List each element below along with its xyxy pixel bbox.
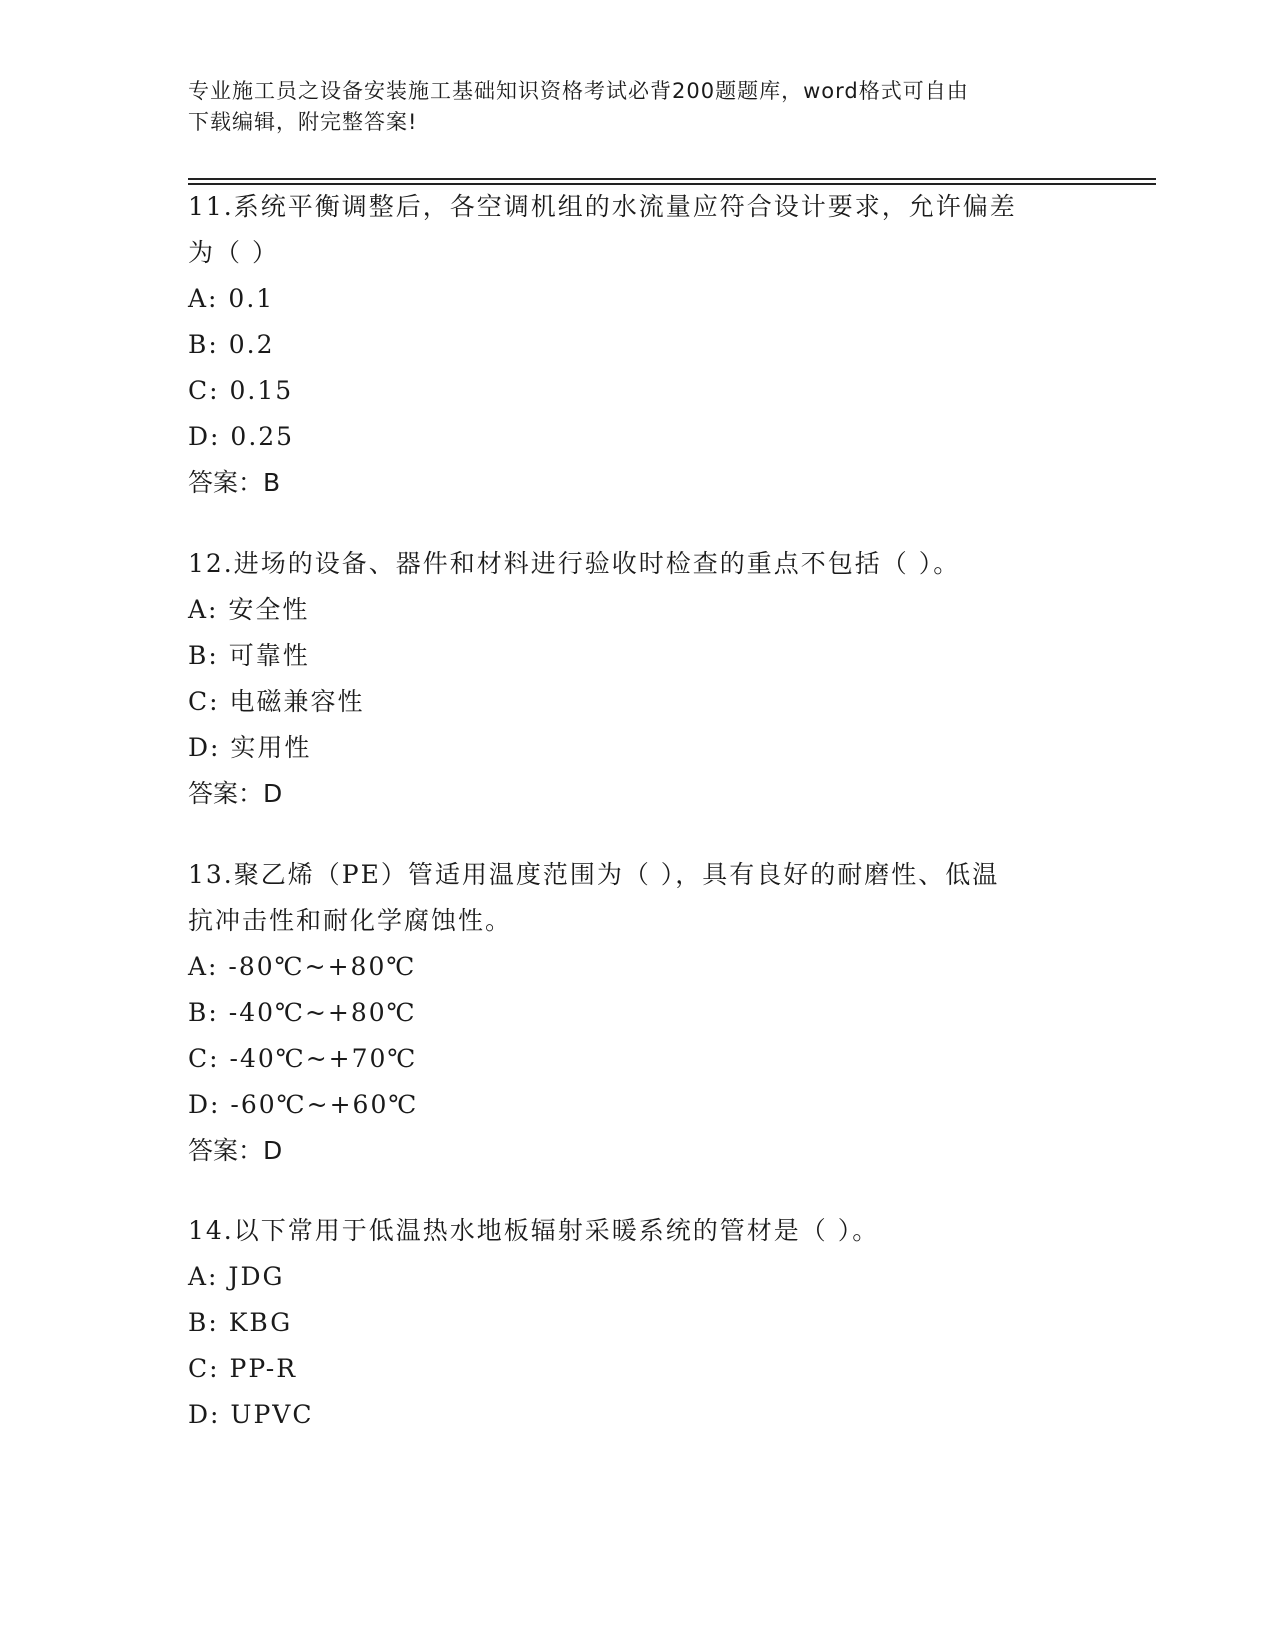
option-c: C: 0.15 (188, 376, 294, 405)
answer: 答案：D (188, 779, 283, 808)
option-d: D: UPVC (188, 1400, 314, 1429)
question-11 (188, 184, 1088, 506)
question-text-line: 为（ ） (188, 238, 279, 267)
option-d: D: -60℃~+60℃ (188, 1090, 419, 1119)
question-text-line: 抗冲击性和耐化学腐蚀性。 (188, 906, 513, 935)
document-header (188, 76, 1088, 138)
question-text-line: 14.以下常用于低温热水地板辐射采暖系统的管材是（ ）。 (188, 1216, 880, 1245)
option-a: A: 安全性 (188, 595, 310, 624)
question-text-line: 13.聚乙烯（PE）管适用温度范围为（ ），具有良好的耐磨性、低温 (188, 860, 1000, 889)
question-12 (188, 541, 1088, 817)
option-b: B: 0.2 (188, 330, 275, 359)
option-d: D: 0.25 (188, 422, 295, 451)
option-b: B: -40℃~+80℃ (188, 998, 417, 1027)
option-d: D: 实用性 (188, 733, 312, 762)
option-c: C: 电磁兼容性 (188, 687, 365, 716)
option-b: B: 可靠性 (188, 641, 310, 670)
option-b: B: KBG (188, 1308, 293, 1337)
option-c: C: PP-R (188, 1354, 298, 1383)
option-a: A: 0.1 (188, 284, 275, 313)
option-a: A: JDG (188, 1262, 285, 1291)
divider-top (188, 178, 1156, 180)
option-c: C: -40℃~+70℃ (188, 1044, 418, 1073)
option-a: A: -80℃~+80℃ (188, 952, 417, 981)
question-text-line: 11.系统平衡调整后，各空调机组的水流量应符合设计要求，允许偏差 (188, 192, 1017, 221)
header-line-1: 专业施工员之设备安装施工基础知识资格考试必背200题题库，word格式可自由 (188, 79, 969, 103)
question-14 (188, 1208, 1088, 1438)
answer: 答案：B (188, 468, 281, 497)
question-text-line: 12.进场的设备、器件和材料进行验收时检查的重点不包括（ ）。 (188, 549, 961, 578)
header-line-2: 下载编辑，附完整答案! (188, 110, 418, 134)
answer: 答案：D (188, 1136, 283, 1165)
question-13 (188, 852, 1088, 1174)
